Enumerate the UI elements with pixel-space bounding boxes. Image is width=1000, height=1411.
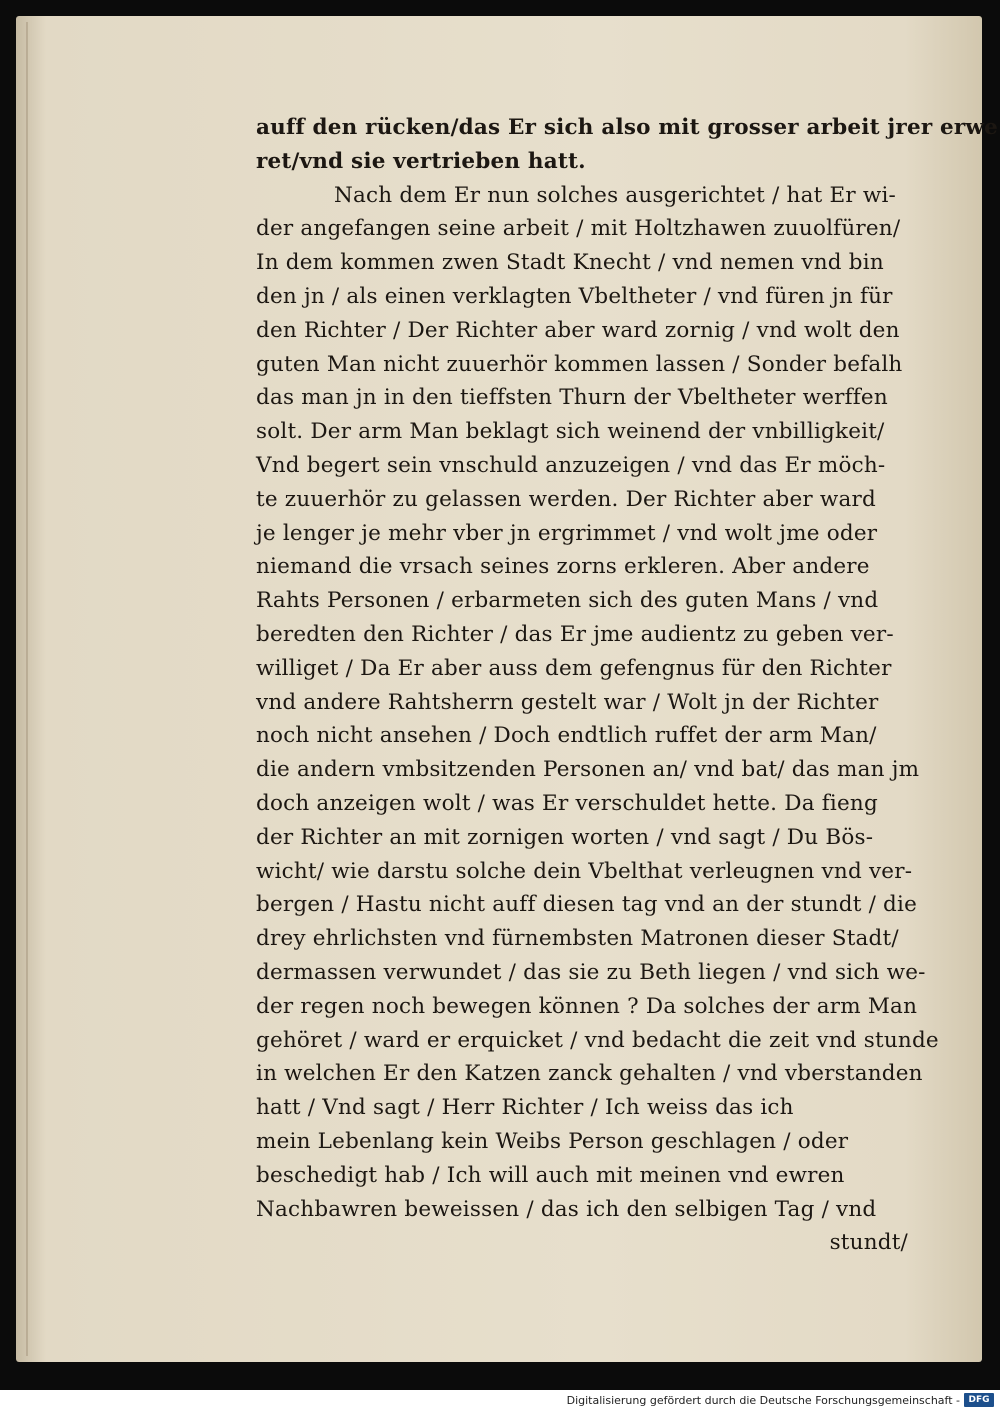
- text-line: williget / Da Er aber auss dem gefengnus für den Richter: [256, 655, 892, 681]
- text-line: dermassen verwundet / das sie zu Beth liegen / vnd sich we-: [256, 959, 926, 985]
- text-line: auff den rücken/das Er sich also mit grosser arbeit jrer erwe: [256, 115, 999, 140]
- text-line: Vnd begert sein vnschuld anzuzeigen / vnd das Er möch-: [256, 452, 886, 478]
- text-line: der regen noch bewegen können ? Da solches der arm Man: [256, 993, 918, 1019]
- text-line: drey ehrlichsten vnd fürnembsten Matronen dieser Stadt/: [256, 926, 899, 952]
- catchword: stundt/: [829, 1230, 908, 1256]
- dfg-logo-icon: DFG: [964, 1393, 994, 1407]
- text-line: den Richter / Der Richter aber ward zornig / vnd wolt den: [256, 317, 900, 343]
- text-line: der angefangen seine arbeit / mit Holtzhawen zuuolfüren/: [256, 216, 901, 242]
- text-line: doch anzeigen wolt / was Er verschuldet hette. Da fieng: [256, 790, 878, 816]
- text-line: die andern vmbsitzenden Personen an/ vnd bat/ das man jm: [256, 757, 920, 783]
- text-line: te zuuerhör zu gelassen werden. Der Richter aber ward: [256, 486, 876, 512]
- text-line: niemand die vrsach seines zorns erkleren. Aber andere: [256, 554, 870, 580]
- text-line: ret/vnd sie vertrieben hatt.: [256, 148, 586, 174]
- text-line: solt. Der arm Man beklagt sich weinend der vnbilligkeit/: [256, 419, 885, 445]
- text-line: guten Man nicht zuuerhör kommen lassen / Sonder befalh: [256, 351, 903, 377]
- text-line: noch nicht ansehen / Doch endtlich ruffet der arm Man/: [256, 723, 877, 749]
- text-line: mein Lebenlang kein Weibs Person geschlagen / oder: [256, 1128, 849, 1154]
- text-line: der Richter an mit zornigen worten / vnd sagt / Du Bös-: [256, 824, 874, 850]
- text-line: beredten den Richter / das Er jme audientz zu geben ver-: [256, 621, 894, 647]
- digitization-footer: [0, 1390, 1000, 1411]
- text-line: Nachbawren beweissen / das ich den selbigen Tag / vnd: [256, 1196, 877, 1222]
- text-line: bergen / Hastu nicht auff diesen tag vnd an der stundt / die: [256, 892, 918, 918]
- text-line: Rahts Personen / erbarmeten sich des guten Mans / vnd: [256, 588, 879, 614]
- text-line: wicht/ wie darstu solche dein Vbelthat verleugnen vnd ver-: [256, 858, 913, 884]
- text-line: je lenger je mehr vber jn ergrimmet / vnd wolt jme oder: [256, 520, 878, 546]
- text-line: beschedigt hab / Ich will auch mit meinen vnd ewren: [256, 1162, 845, 1188]
- funding-credit: Digitalisierung gefördert durch die Deutsche Forschungsgemeinschaft -: [566, 1394, 960, 1407]
- text-line: hatt / Vnd sagt / Herr Richter / Ich weiss das ich: [256, 1095, 794, 1121]
- text-line: das man jn in den tieffsten Thurn der Vbeltheter werffen: [256, 385, 888, 411]
- text-line: In dem kommen zwen Stadt Knecht / vnd nemen vnd bin: [256, 250, 884, 276]
- text-line: den jn / als einen verklagten Vbeltheter / vnd füren jn für: [256, 283, 893, 309]
- text-line: Nach dem Er nun solches ausgerichtet / hat Er wi-: [334, 182, 897, 208]
- text-line: in welchen Er den Katzen zanck gehalten / vnd vberstanden: [256, 1061, 923, 1087]
- book-page: [16, 16, 999, 1362]
- text-line: gehöret / ward er erquicket / vnd bedacht die zeit vnd stunde: [256, 1027, 939, 1053]
- page-text-block: [256, 111, 999, 1260]
- text-line: vnd andere Rahtsherrn gestelt war / Wolt jn der Richter: [256, 689, 879, 715]
